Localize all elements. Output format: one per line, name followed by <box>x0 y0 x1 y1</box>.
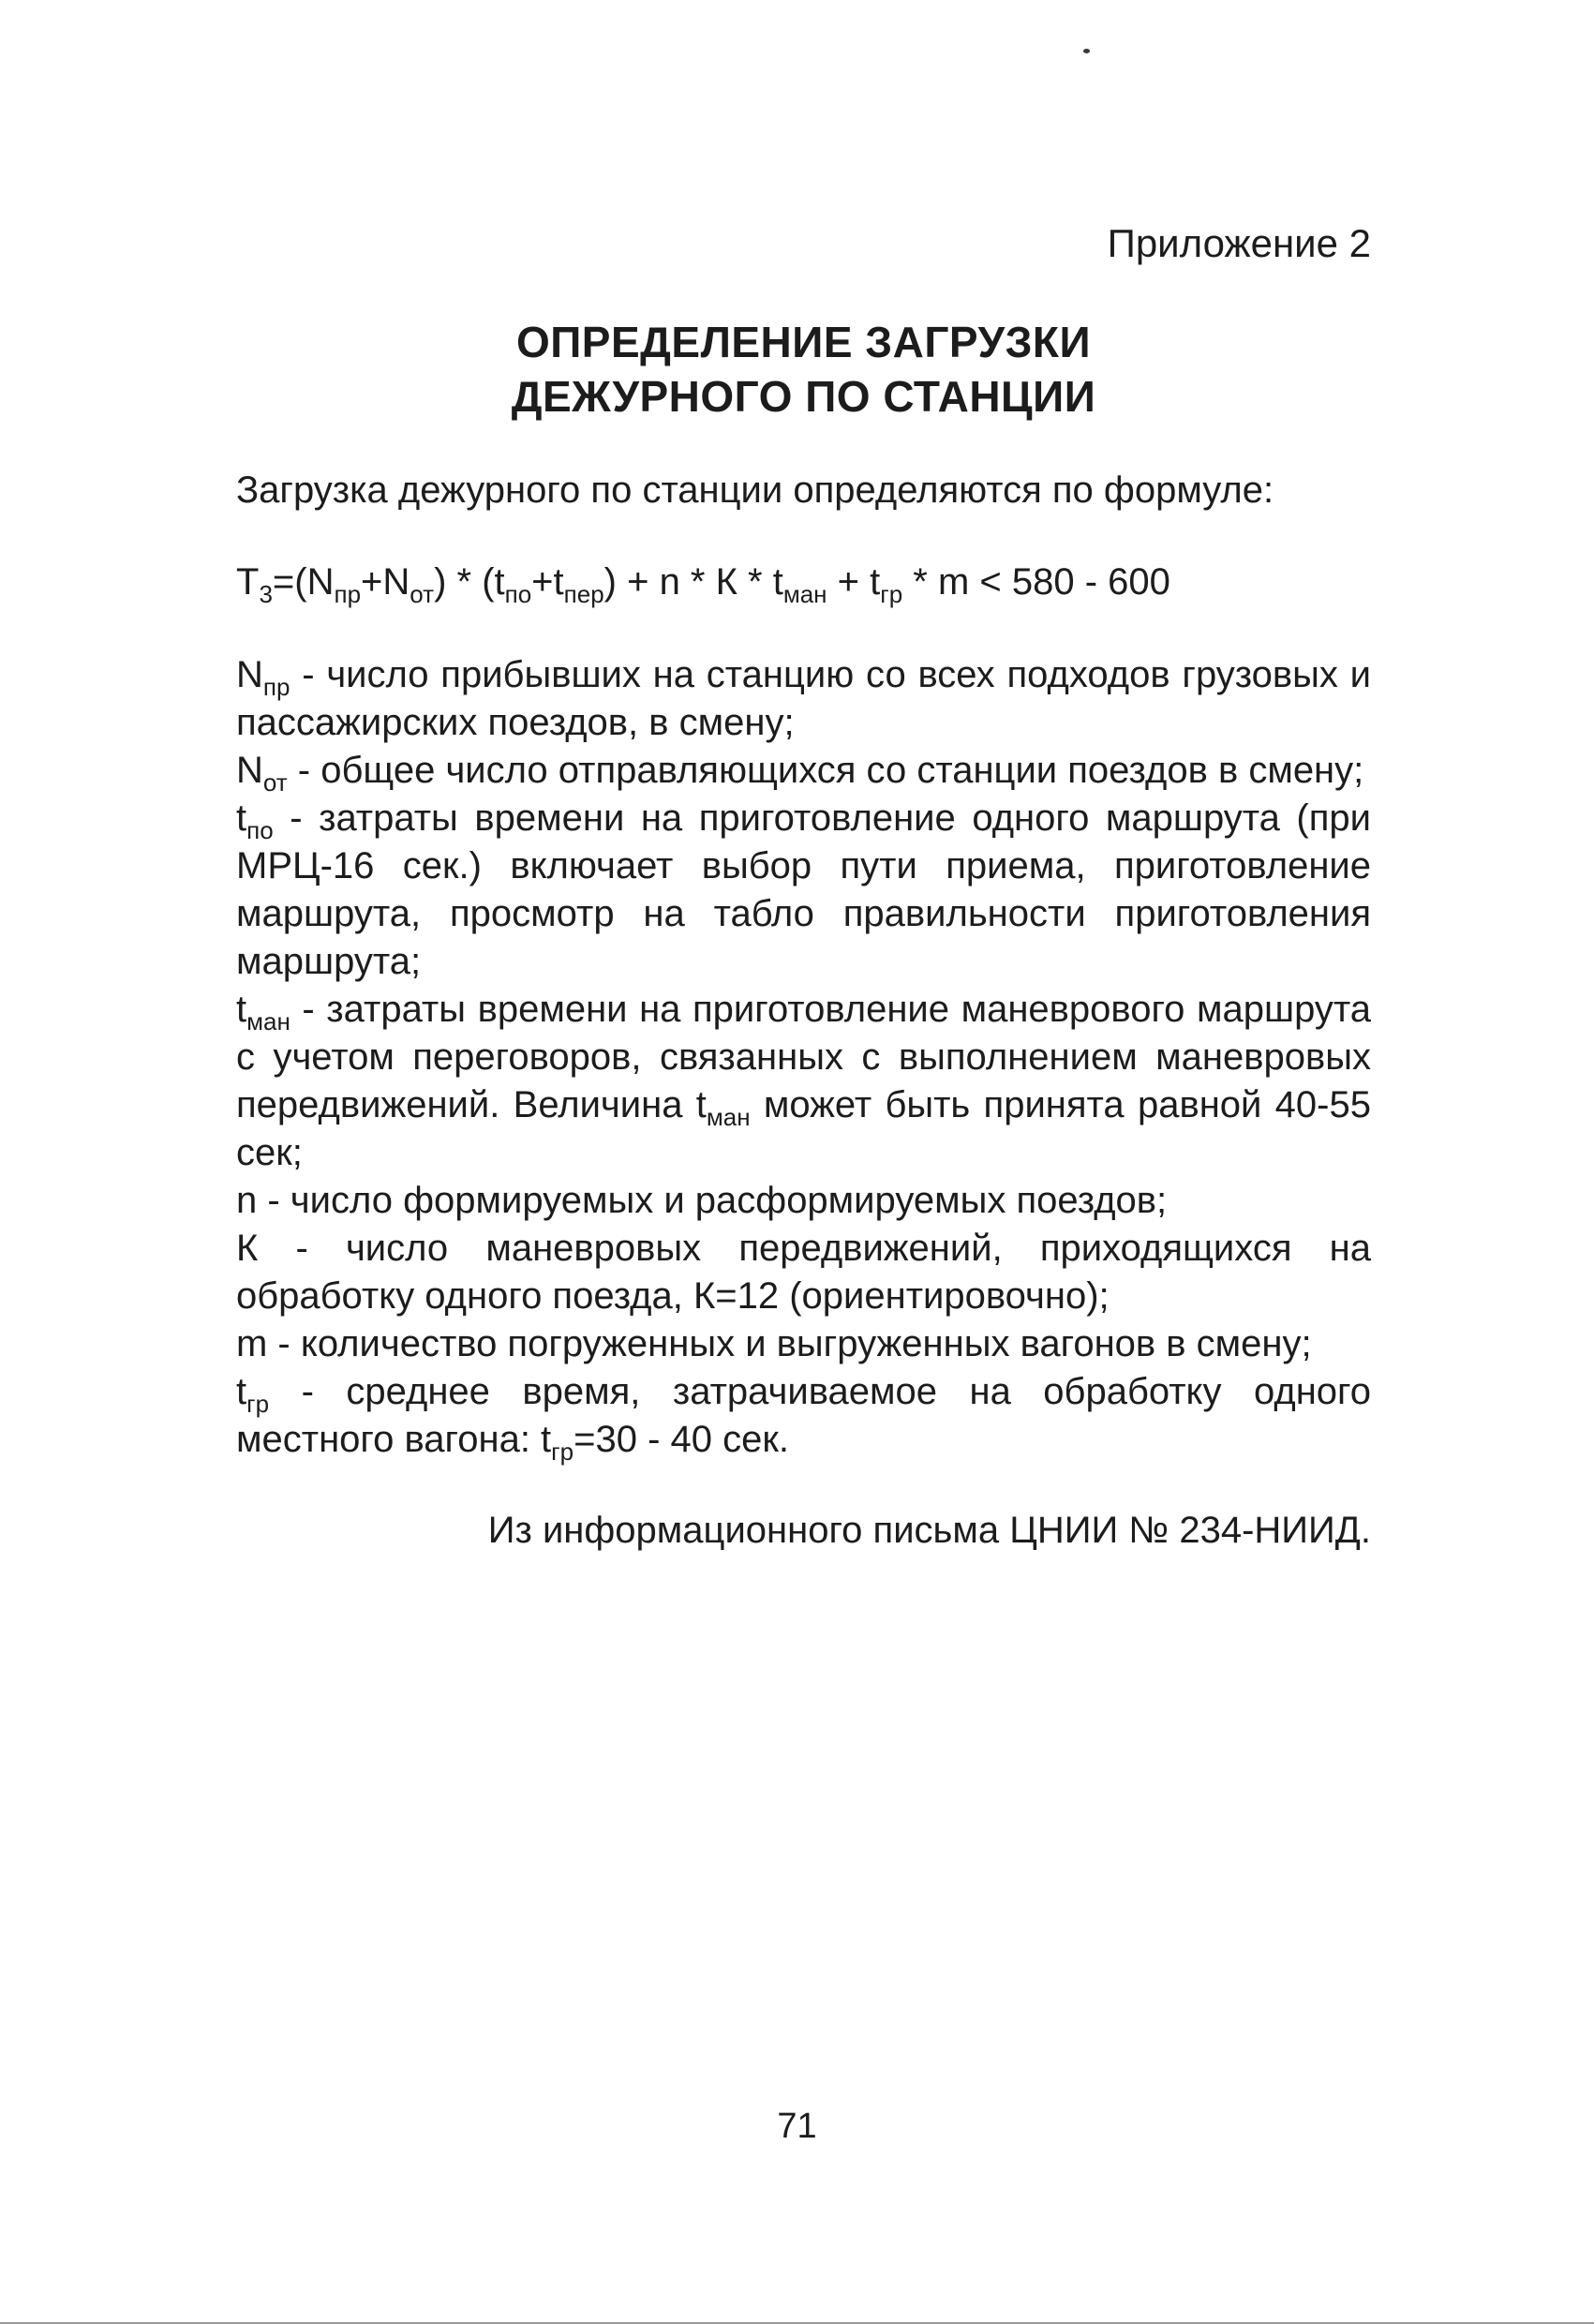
definition-n-ot <box>236 747 1371 795</box>
subscript-text: по <box>246 816 274 844</box>
subscript-text: ман <box>246 1007 290 1035</box>
text-run: m - количество погруженных и выгруженных вагонов в смену; <box>236 1323 1312 1364</box>
text-run: может быть принята равной 40-55 сек; <box>236 1084 1371 1173</box>
text-run: +t <box>531 561 564 603</box>
subscript-text: пр <box>334 580 362 608</box>
subscript-text: ман <box>782 580 827 608</box>
text-run: + t <box>827 561 881 603</box>
subscript-text: гр <box>246 1390 270 1418</box>
subscript-text: от <box>410 580 435 608</box>
document-title <box>236 315 1371 424</box>
definition-m <box>236 1320 1371 1368</box>
subscript-text: гр <box>551 1438 574 1466</box>
document-title-line1: ОПРЕДЕЛЕНИЕ ЗАГРУЗКИ <box>515 318 1092 366</box>
text-run: N <box>236 654 263 695</box>
intro-text: Загрузка дежурного по станции определяются по формуле: <box>236 469 1274 511</box>
subscript-text: 3 <box>259 580 273 608</box>
definition-t-gr <box>236 1368 1371 1464</box>
definition-k <box>236 1225 1371 1320</box>
text-run: +N <box>361 561 410 603</box>
definition-t-po <box>236 795 1371 986</box>
text-run: - число прибывших на станцию со всех подходов грузовых и пассажирских поездов, в смену; <box>236 654 1371 743</box>
text-run: Т <box>236 561 260 603</box>
text-run: N <box>236 750 263 791</box>
subscript-text: гр <box>880 580 903 608</box>
document-title-line2: ДЕЖУРНОГО ПО СТАНЦИИ <box>511 372 1096 421</box>
page-number: 71 <box>777 2107 817 2146</box>
scan-artifact-dot <box>1083 49 1090 53</box>
text-run: - затраты времени на приготовление маневрового маршрута с учетом переговоров, связанных с выполнением маневровых передвижений. Величина t <box>236 989 1371 1125</box>
text-run: n - число формируемых и расформируемых поездов; <box>236 1180 1168 1221</box>
definitions-block <box>236 651 1371 1464</box>
definition-n-pr <box>236 651 1371 747</box>
text-run: t <box>236 989 247 1030</box>
text-run: =(N <box>272 561 335 603</box>
text-run: t <box>236 797 247 839</box>
subscript-text: пер <box>563 580 604 608</box>
text-run: ) * (t <box>434 561 505 603</box>
definition-n <box>236 1177 1371 1225</box>
text-run: - среднее время, затрачиваемое на обработку одного местного вагона: t <box>236 1371 1371 1460</box>
subscript-text: от <box>262 768 288 797</box>
text-run: =30 - 40 сек. <box>574 1419 789 1460</box>
text-run: - общее число отправляющихся со станции поездов в смену; <box>287 750 1364 791</box>
subscript-text: по <box>504 580 532 608</box>
text-run: - затраты времени на приготовление одного маршрута (при МРЦ-16 сек.) включает выбор пути приема, приготовление маршрута, просмотр на табло правильности приготовления маршрута; <box>236 797 1371 982</box>
text-run: ) + n * К * t <box>603 561 783 603</box>
text-run: К - число маневровых передвижений, приходящихся на обработку одного поезда, К=12 (ориентировочно); <box>236 1228 1371 1317</box>
definition-t-man <box>236 986 1371 1177</box>
text-run: t <box>236 1371 247 1412</box>
subscript-text: пр <box>262 673 290 701</box>
source-note: Из информационного письма ЦНИИ № 234-НИИД. <box>487 1510 1371 1551</box>
text-run: * m < 580 - 600 <box>902 561 1170 603</box>
subscript-text: ман <box>706 1103 751 1131</box>
appendix-label: Приложение 2 <box>1107 221 1371 265</box>
load-formula <box>236 554 1371 610</box>
